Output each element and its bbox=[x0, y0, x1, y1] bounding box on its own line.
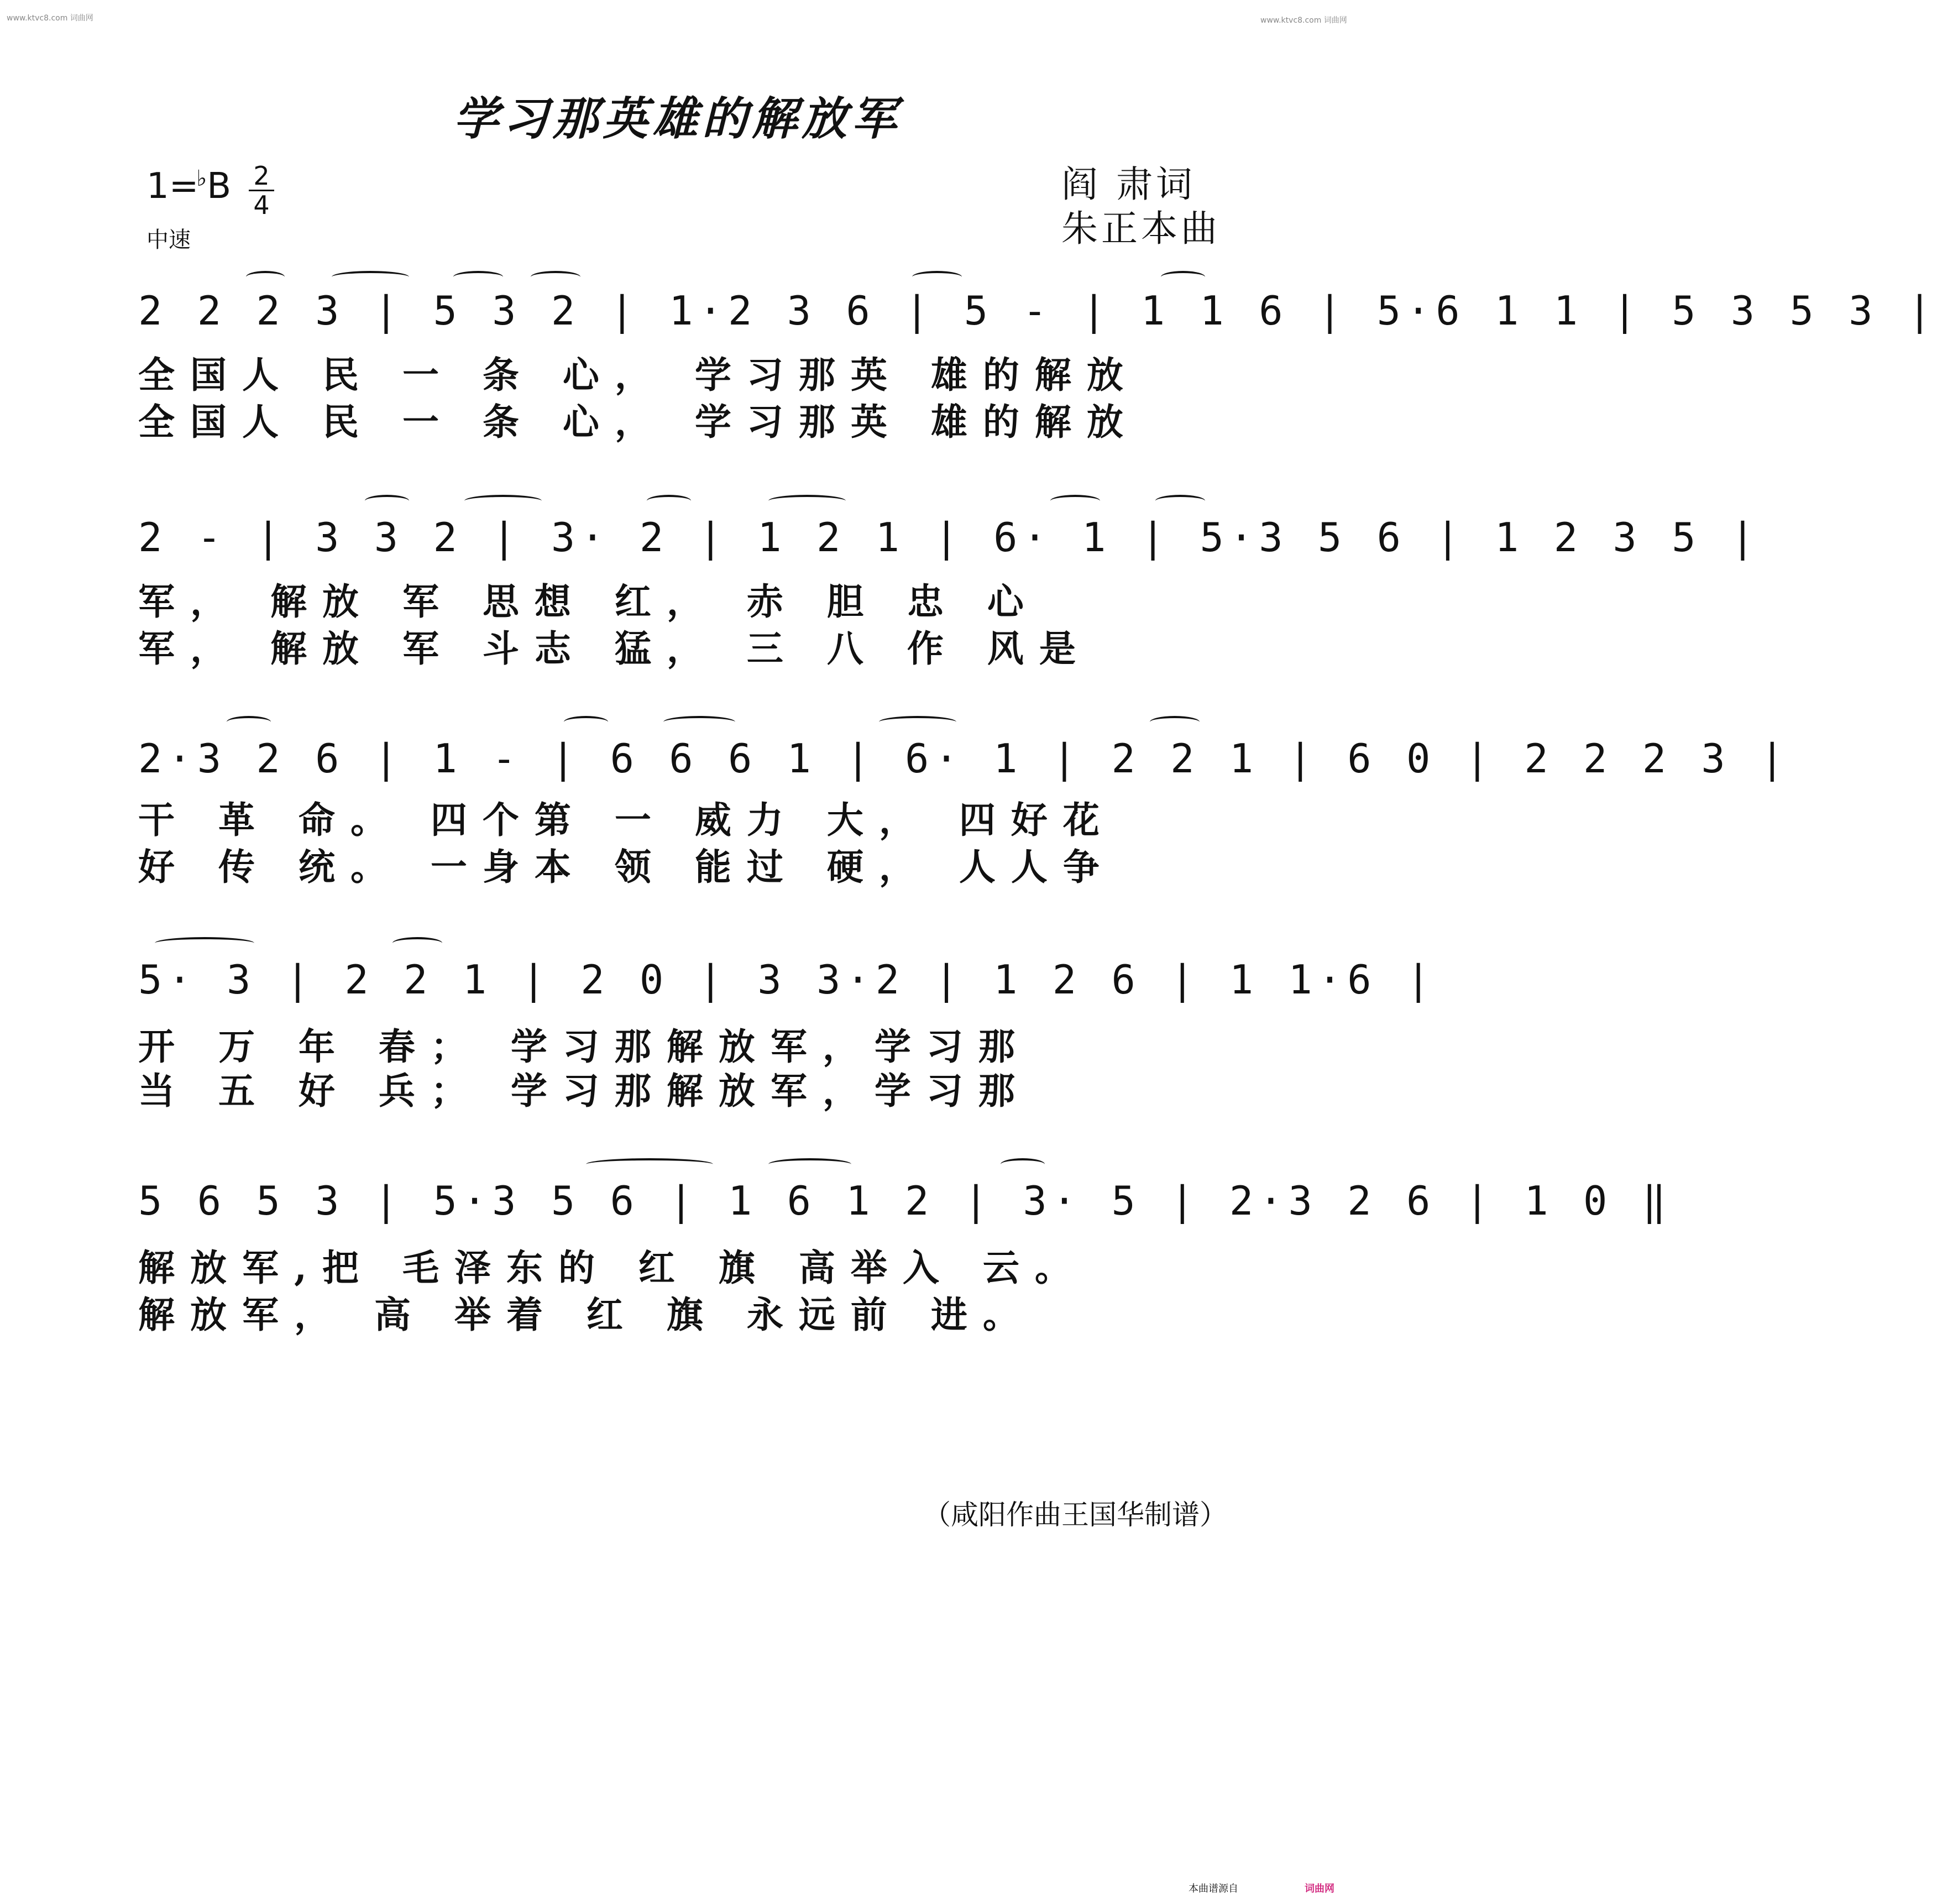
slur bbox=[647, 495, 691, 507]
notation-line-3: 2·3 2 6 | 1 - | 6 6 6 1 | 6· 1 | 2 2 1 | 6 0 | 2 2 2 3 | bbox=[138, 735, 1790, 782]
lyricist-credit: 阎 肃词 bbox=[1061, 163, 1196, 206]
site-watermark-right: www.ktvc8.com 词曲网 bbox=[1260, 16, 1347, 25]
slur bbox=[1155, 495, 1205, 507]
slur bbox=[531, 271, 580, 283]
notation-line-4: 5· 3 | 2 2 1 | 2 0 | 3 3·2 | 1 2 6 | 1 1·6 | bbox=[138, 956, 1436, 1003]
left-margin-watermark bbox=[0, 0, 15, 1904]
slur bbox=[879, 716, 956, 728]
notation-line-1: 2 2 2 3 | 5 3 2 | 1·2 3 6 | 5 - | 1 1 6 | 5·6 1 1 | 5 3 5 3 | bbox=[138, 287, 1937, 334]
lyric-line-3-verse-1: 干 革 命。 四个第 一 威力 大， 四好花 bbox=[138, 798, 1115, 841]
slur bbox=[768, 495, 846, 507]
lyric-line-2-verse-2: 军， 解放 军 斗志 猛， 三 八 作 风是 bbox=[138, 627, 1091, 670]
right-margin-watermark bbox=[1339, 0, 1354, 1904]
site-watermark-left: www.ktvc8.com 词曲网 bbox=[7, 14, 93, 23]
slur bbox=[1050, 495, 1100, 507]
lyric-line-4-verse-1: 开 万 年 春； 学习那解放军，学习那 bbox=[138, 1025, 1030, 1068]
lyric-line-4-verse-2: 当 五 好 兵； 学习那解放军，学习那 bbox=[138, 1069, 1030, 1112]
slur bbox=[1150, 716, 1200, 728]
slur bbox=[246, 271, 285, 283]
slur bbox=[663, 716, 735, 728]
notation-line-2: 2 - | 3 3 2 | 3· 2 | 1 2 1 | 6· 1 | 5·3 5 6 | 1 2 3 5 | bbox=[138, 514, 1761, 561]
song-title: 学习那英雄的解放军 bbox=[453, 92, 901, 145]
slur bbox=[768, 1158, 851, 1170]
slur bbox=[392, 937, 442, 949]
lyric-line-1-verse-2: 全国人 民 一 条 心， 学习那英 雄的解放 bbox=[138, 400, 1139, 443]
slur bbox=[155, 937, 254, 949]
slur bbox=[564, 716, 608, 728]
source-label: 本曲谱源自 bbox=[1189, 1883, 1238, 1895]
slur bbox=[586, 1158, 713, 1170]
key-signature: 1=♭B bbox=[146, 166, 232, 207]
lyric-line-2-verse-1: 军， 解放 军 思想 红， 赤 胆 忠 心 bbox=[138, 580, 1039, 623]
slur bbox=[912, 271, 962, 283]
composer-credit: 朱正本曲 bbox=[1061, 207, 1221, 250]
slur bbox=[227, 716, 271, 728]
slur bbox=[365, 495, 409, 507]
slur bbox=[453, 271, 503, 283]
slur bbox=[1001, 1158, 1045, 1170]
flat-sign: ♭ bbox=[196, 166, 207, 191]
slur bbox=[332, 271, 409, 283]
time-signature: 2 4 bbox=[249, 163, 274, 218]
source-site-logo: 词曲网 bbox=[1305, 1883, 1334, 1895]
transcriber-credit: （咸阳作曲王国华制谱） bbox=[923, 1499, 1227, 1531]
lyric-line-1-verse-1: 全国人 民 一 条 心， 学习那英 雄的解放 bbox=[138, 353, 1139, 396]
lyric-line-5-verse-1: 解放军,把 毛泽东的 红 旗 高举入 云。 bbox=[138, 1246, 1087, 1289]
lyric-line-3-verse-2: 好 传 统。 一身本 领 能过 硬， 人人争 bbox=[138, 845, 1115, 888]
lyric-line-5-verse-2: 解放军， 高 举着 红 旗 永远前 进。 bbox=[138, 1293, 1035, 1336]
notation-line-5: 5 6 5 3 | 5·3 5 6 | 1 6 1 2 | 3· 5 | 2·3 2 6 | 1 0 ‖ bbox=[138, 1178, 1672, 1224]
tempo-marking: 中速 bbox=[146, 227, 191, 253]
slur bbox=[1161, 271, 1205, 283]
slur bbox=[464, 495, 542, 507]
